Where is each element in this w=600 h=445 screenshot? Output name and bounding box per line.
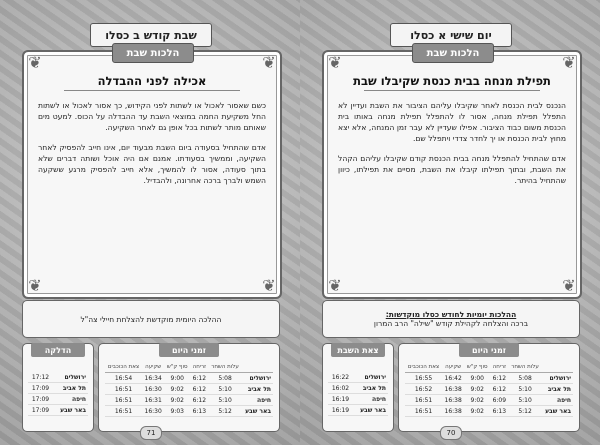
city-cell: באר שבע — [242, 406, 273, 417]
dedication-box — [322, 300, 580, 338]
column-header: שקיעה — [142, 362, 164, 373]
candles-badge: הדלקה — [31, 343, 85, 357]
city-cell: ירושלים — [542, 373, 573, 384]
corner-ornament-icon: ❦ — [328, 276, 342, 295]
time-cell: 16:51 — [405, 406, 442, 417]
time-cell: 9:00 — [164, 373, 190, 384]
shabbat-exit-table — [328, 372, 388, 416]
time-cell: 6:12 — [190, 384, 208, 395]
city-cell: תל אביב — [542, 384, 573, 395]
dedication-title: ההלכות יומיות לחודש כסלו מוקדשות: — [385, 310, 517, 319]
time-cell: 16:51 — [105, 384, 142, 395]
shabbat-exit-badge: צאת השבת — [331, 343, 385, 357]
title-divider — [64, 90, 240, 91]
halacha-title: תפילת מנחה בבית כנסת שקיבלו שבת — [353, 74, 551, 88]
column-header: צאת הכוכבים — [105, 362, 142, 373]
time-cell: 9:02 — [164, 395, 190, 406]
right-halacha-panel — [322, 47, 582, 299]
table-row — [28, 394, 88, 405]
city-cell: ירושלים — [242, 373, 273, 384]
right-page — [300, 0, 600, 445]
times-panel — [98, 343, 280, 432]
left-page-header: שבת קודש ב כסלו — [90, 23, 212, 47]
time-cell: 6:12 — [190, 395, 208, 406]
time-cell: 17:09 — [28, 394, 53, 405]
city-cell: ירושלים — [353, 372, 388, 383]
corner-ornament-icon: ❦ — [28, 276, 42, 295]
time-cell: 16:42 — [442, 373, 464, 384]
table-row — [405, 395, 573, 406]
city-cell: ירושלים — [53, 372, 88, 383]
city-cell: חיפה — [353, 394, 388, 405]
time-cell: 16:02 — [328, 383, 353, 394]
dedication-text: ברכה והצלחה לקהילת קודש "שילה" הרב המרון — [373, 319, 529, 328]
table-row — [328, 372, 388, 383]
time-cell: 16:22 — [328, 372, 353, 383]
column-header: צאת הכוכבים — [405, 362, 442, 373]
column-header: זריחה — [190, 362, 208, 373]
corner-ornament-icon: ❦ — [562, 53, 576, 72]
time-cell: 16:51 — [105, 406, 142, 417]
time-cell: 16:38 — [442, 384, 464, 395]
time-cell: 9:00 — [464, 373, 490, 384]
time-cell: 9:02 — [464, 406, 490, 417]
city-cell: תל אביב — [353, 383, 388, 394]
dedication-box — [22, 300, 280, 338]
table-row — [105, 406, 273, 417]
halacha-title: אכילה לפני ההבדלה — [97, 74, 207, 88]
candles-panel — [22, 343, 94, 432]
time-cell: 5:10 — [508, 395, 541, 406]
time-cell: 17:12 — [28, 372, 53, 383]
time-cell: 6:12 — [190, 373, 208, 384]
time-cell: 5:10 — [508, 384, 541, 395]
column-header: זריחה — [490, 362, 508, 373]
time-cell: 16:51 — [105, 395, 142, 406]
times-table — [105, 362, 273, 417]
time-cell: 5:08 — [208, 373, 241, 384]
halacha-body — [338, 100, 566, 195]
time-cell: 5:08 — [508, 373, 541, 384]
time-cell: 17:09 — [28, 405, 53, 416]
city-cell: תל אביב — [53, 383, 88, 394]
right-page-header: יום שישי א כסלו — [390, 23, 512, 47]
time-cell: 5:12 — [208, 406, 241, 417]
time-cell: 16:54 — [105, 373, 142, 384]
time-cell: 16:52 — [405, 384, 442, 395]
time-cell: 16:51 — [405, 395, 442, 406]
city-cell: חיפה — [242, 395, 273, 406]
time-cell: 6:13 — [190, 406, 208, 417]
table-row — [105, 395, 273, 406]
time-cell: 9:02 — [464, 395, 490, 406]
time-cell: 16:19 — [328, 405, 353, 416]
column-header — [242, 362, 273, 373]
time-cell: 6:13 — [490, 406, 508, 417]
corner-ornament-icon: ❦ — [562, 276, 576, 295]
time-cell: 9:02 — [164, 384, 190, 395]
times-badge: זמני היום — [159, 343, 219, 357]
column-header: עלות השחר — [208, 362, 241, 373]
title-divider — [364, 90, 540, 91]
table-row — [328, 394, 388, 405]
table-row — [328, 405, 388, 416]
paragraph: הנכנס לבית הכנסת לאחר שקיבלו עליהם הציבור את השבת ועדיין לא התפלל תפילת מנחה, אסור לו להתפלל תפילת מנחה באותו בית הכנסת משום כבוד הציבור. אפילו שעדיין לא עבר זמן המנחה, אלא יצא מחוץ לבית הכנסת או יך לחדר צדדי ויתפלל שם. — [338, 101, 566, 143]
time-cell: 16:30 — [142, 406, 164, 417]
table-row — [328, 383, 388, 394]
table-row — [28, 405, 88, 416]
city-cell: תל אביב — [242, 384, 273, 395]
city-cell: באר שבע — [353, 405, 388, 416]
corner-ornament-icon: ❦ — [328, 53, 342, 72]
times-badge: זמני היום — [459, 343, 519, 357]
dedication-text: ההלכה היומית מוקדשת להצלחת חיילי צה"ל — [80, 314, 222, 324]
table-row — [405, 406, 573, 417]
candles-table — [28, 372, 88, 416]
time-cell: 5:10 — [208, 384, 241, 395]
section-badge: הלכות שבת — [412, 43, 494, 63]
table-row — [28, 383, 88, 394]
time-cell: 6:12 — [490, 373, 508, 384]
time-cell: 16:55 — [405, 373, 442, 384]
time-cell: 16:38 — [442, 395, 464, 406]
table-row — [405, 373, 573, 384]
halacha-body — [38, 100, 266, 195]
time-cell: 16:38 — [442, 406, 464, 417]
column-header — [542, 362, 573, 373]
paragraph: אדם שהתחיל להתפלל מנחה בבית הכנסת קודם שקיבלו עליהם הקהל את השבת, ובתוך תפילתו קיבלו את השבת, מסיים את תפילתו, כיוון שהתחיל בהיתר. — [338, 154, 566, 185]
page-number: 71 — [140, 426, 162, 440]
table-row — [105, 373, 273, 384]
paragraph: אדם שהתחיל בסעודה ביום השבת מבעוד יום, אינו חייב להפסיק לאחר השקיעה, וממשיך בסעודתו. אמנם אם היה אוכל ושותה דברים שלא בתוך סעודה, אסור לו להמשיך, אלא חייב להפסיק מרגע ששקעה השמש ולברך ברכה אחרונה, ולהבדיל. — [38, 143, 266, 185]
paragraph: כשם שאסור לאכול או לשתות לפני הקידוש, כך אסור לאכול או לשתות החל משקיעת החמה במוצאי השבת עד ההבדלה על הכוס. למעט מים שאותם מותר לשתות בכל אופן גם לאחר השקיעה. — [38, 101, 266, 132]
table-row — [405, 384, 573, 395]
time-cell: 9:02 — [464, 384, 490, 395]
section-badge: הלכות שבת — [112, 43, 194, 63]
time-cell: 16:34 — [142, 373, 164, 384]
time-cell: 9:03 — [164, 406, 190, 417]
column-header: עלות השחר — [508, 362, 541, 373]
city-cell: חיפה — [53, 394, 88, 405]
city-cell: חיפה — [542, 395, 573, 406]
column-header: שקיעה — [442, 362, 464, 373]
corner-ornament-icon: ❦ — [262, 53, 276, 72]
time-cell: 16:30 — [142, 384, 164, 395]
time-cell: 5:10 — [208, 395, 241, 406]
left-halacha-panel — [22, 47, 282, 299]
corner-ornament-icon: ❦ — [28, 53, 42, 72]
time-cell: 6:09 — [490, 395, 508, 406]
column-header: סוף ק"ש — [164, 362, 190, 373]
time-cell: 6:12 — [490, 384, 508, 395]
time-cell: 16:31 — [142, 395, 164, 406]
table-row — [105, 384, 273, 395]
time-cell: 16:19 — [328, 394, 353, 405]
city-cell: באר שבע — [542, 406, 573, 417]
column-header: סוף ק"ש — [464, 362, 490, 373]
corner-ornament-icon: ❦ — [262, 276, 276, 295]
times-table — [405, 362, 573, 417]
time-cell: 5:12 — [508, 406, 541, 417]
time-cell: 17:09 — [28, 383, 53, 394]
shabbat-exit-panel — [322, 343, 394, 432]
city-cell: באר שבע — [53, 405, 88, 416]
times-panel — [398, 343, 580, 432]
table-row — [28, 372, 88, 383]
page-number: 70 — [440, 426, 462, 440]
